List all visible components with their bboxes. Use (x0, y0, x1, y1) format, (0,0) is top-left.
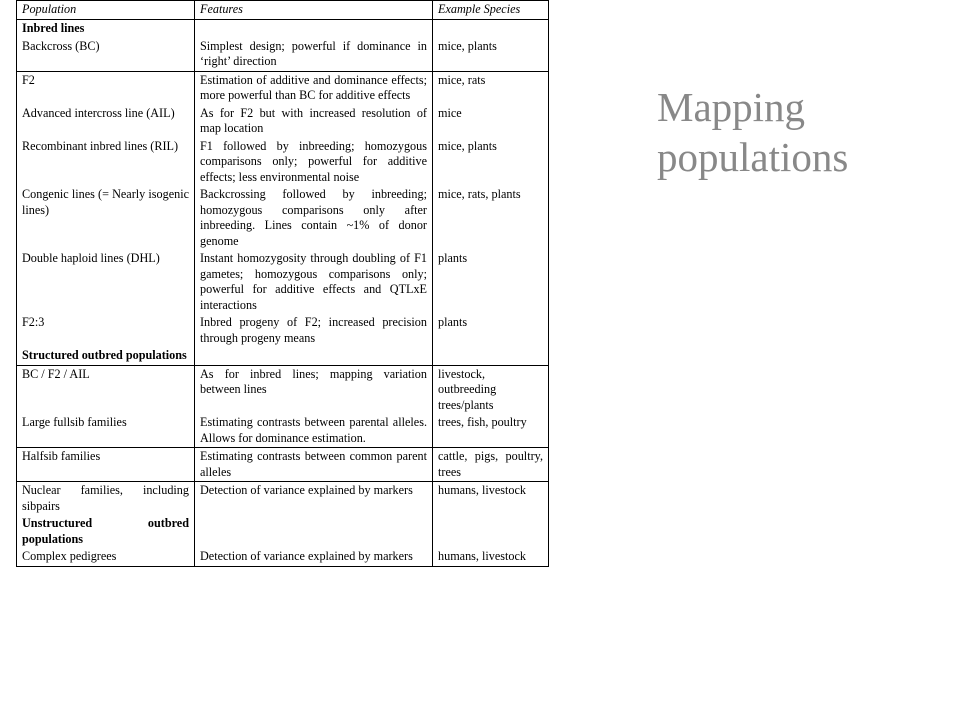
population-cell: F2 (17, 71, 195, 105)
population-cell: Double haploid lines (DHL) (17, 250, 195, 314)
species-cell (433, 347, 549, 365)
table-row (17, 414, 549, 448)
features-cell: Estimating contrasts between common parent alleles (195, 448, 433, 482)
population-cell: Large fullsib families (17, 414, 195, 448)
table-row (17, 314, 549, 347)
population-cell: Structured outbred populations (17, 347, 195, 365)
population-cell: Advanced intercross line (AIL) (17, 105, 195, 138)
table-row (17, 250, 549, 314)
population-cell: BC / F2 / AIL (17, 365, 195, 414)
table-row (17, 347, 549, 365)
table-row (17, 105, 549, 138)
features-cell: Estimating contrasts between parental alleles. Allows for dominance estimation. (195, 414, 433, 448)
mapping-populations-table (16, 0, 549, 567)
table-row (17, 448, 549, 482)
population-cell: Nuclear families, including sibpairs (17, 482, 195, 516)
species-cell: mice, rats (433, 71, 549, 105)
species-cell: humans, livestock (433, 548, 549, 566)
species-cell: trees, fish, poultry (433, 414, 549, 448)
population-cell: Halfsib families (17, 448, 195, 482)
species-cell: livestock, outbreeding trees/plants (433, 365, 549, 414)
species-cell: mice, plants (433, 38, 549, 72)
species-cell: mice, plants (433, 138, 549, 187)
table-header-row (17, 1, 549, 20)
features-cell: Instant homozygosity through doubling of F1 gametes; homozygous comparisons only; powerful for additive effects and QTLxE interactions (195, 250, 433, 314)
table-row (17, 186, 549, 250)
table-row (17, 365, 549, 414)
species-cell: plants (433, 314, 549, 347)
table-row (17, 38, 549, 72)
species-cell (433, 20, 549, 38)
features-cell: Detection of variance explained by markers (195, 482, 433, 516)
table-row (17, 20, 549, 38)
slide-title: Mapping populations (657, 84, 849, 180)
population-table-wrapper (16, 0, 548, 567)
population-cell: Backcross (BC) (17, 38, 195, 72)
features-cell: Backcrossing followed by inbreeding; homozygous comparisons only after inbreeding. Lines contain ~1% of donor genome (195, 186, 433, 250)
population-cell: Inbred lines (17, 20, 195, 38)
features-cell (195, 515, 433, 548)
population-cell: F2:3 (17, 314, 195, 347)
species-cell: cattle, pigs, poultry, trees (433, 448, 549, 482)
population-cell: Unstructured outbred populations (17, 515, 195, 548)
table-body (17, 20, 549, 567)
population-cell: Congenic lines (= Nearly isogenic lines) (17, 186, 195, 250)
features-cell: F1 followed by inbreeding; homozygous comparisons only; powerful for additive effects; less environmental noise (195, 138, 433, 187)
features-cell (195, 347, 433, 365)
features-cell: As for F2 but with increased resolution of map location (195, 105, 433, 138)
population-cell: Complex pedigrees (17, 548, 195, 566)
header-species: Example Species (433, 1, 549, 20)
table-row (17, 71, 549, 105)
species-cell: humans, livestock (433, 482, 549, 516)
table-row (17, 515, 549, 548)
features-cell: Inbred progeny of F2; increased precision through progeny means (195, 314, 433, 347)
species-cell (433, 515, 549, 548)
species-cell: mice, rats, plants (433, 186, 549, 250)
features-cell: Simplest design; powerful if dominance in ‘right’ direction (195, 38, 433, 72)
table-row (17, 138, 549, 187)
population-cell: Recombinant inbred lines (RIL) (17, 138, 195, 187)
features-cell: Detection of variance explained by markers (195, 548, 433, 566)
features-cell (195, 20, 433, 38)
species-cell: mice (433, 105, 549, 138)
header-features: Features (195, 1, 433, 20)
features-cell: Estimation of additive and dominance effects; more powerful than BC for additive effects (195, 71, 433, 105)
features-cell: As for inbred lines; mapping variation between lines (195, 365, 433, 414)
table-row (17, 482, 549, 516)
table-row (17, 548, 549, 566)
header-population: Population (17, 1, 195, 20)
species-cell: plants (433, 250, 549, 314)
